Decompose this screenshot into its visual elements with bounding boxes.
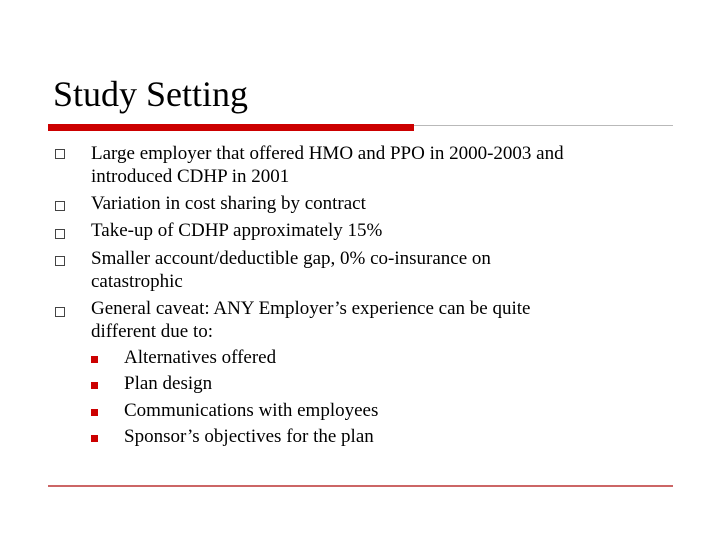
bullet-text: catastrophic — [91, 271, 183, 292]
sub-bullet-text: Plan design — [124, 373, 213, 394]
slide-title: Study Setting — [53, 74, 249, 114]
filled-square-bullet-icon — [91, 435, 98, 442]
hollow-square-bullet-icon — [55, 307, 65, 317]
sub-bullet-text: Sponsor’s objectives for the plan — [124, 426, 374, 447]
bottom-divider — [48, 485, 673, 487]
sub-bullet-text: Communications with employees — [124, 400, 379, 421]
bullet-text: Smaller account/deductible gap, 0% co-insurance on — [91, 248, 491, 269]
bullet-text: Take-up of CDHP approximately 15% — [91, 220, 383, 241]
bullet-text: Large employer that offered HMO and PPO in 2000-2003 and — [91, 143, 564, 164]
filled-square-bullet-icon — [91, 356, 98, 363]
title-accent-bar — [48, 124, 414, 131]
bullet-text: different due to: — [91, 321, 214, 342]
filled-square-bullet-icon — [91, 409, 98, 416]
filled-square-bullet-icon — [91, 382, 98, 389]
hollow-square-bullet-icon — [55, 201, 65, 211]
hollow-square-bullet-icon — [55, 256, 65, 266]
sub-bullet-text: Alternatives offered — [124, 347, 277, 368]
bullet-text: Variation in cost sharing by contract — [91, 193, 366, 214]
bullet-text: General caveat: ANY Employer’s experience can be quite — [91, 298, 531, 319]
hollow-square-bullet-icon — [55, 229, 65, 239]
hollow-square-bullet-icon — [55, 149, 65, 159]
bullet-text: introduced CDHP in 2001 — [91, 166, 290, 187]
